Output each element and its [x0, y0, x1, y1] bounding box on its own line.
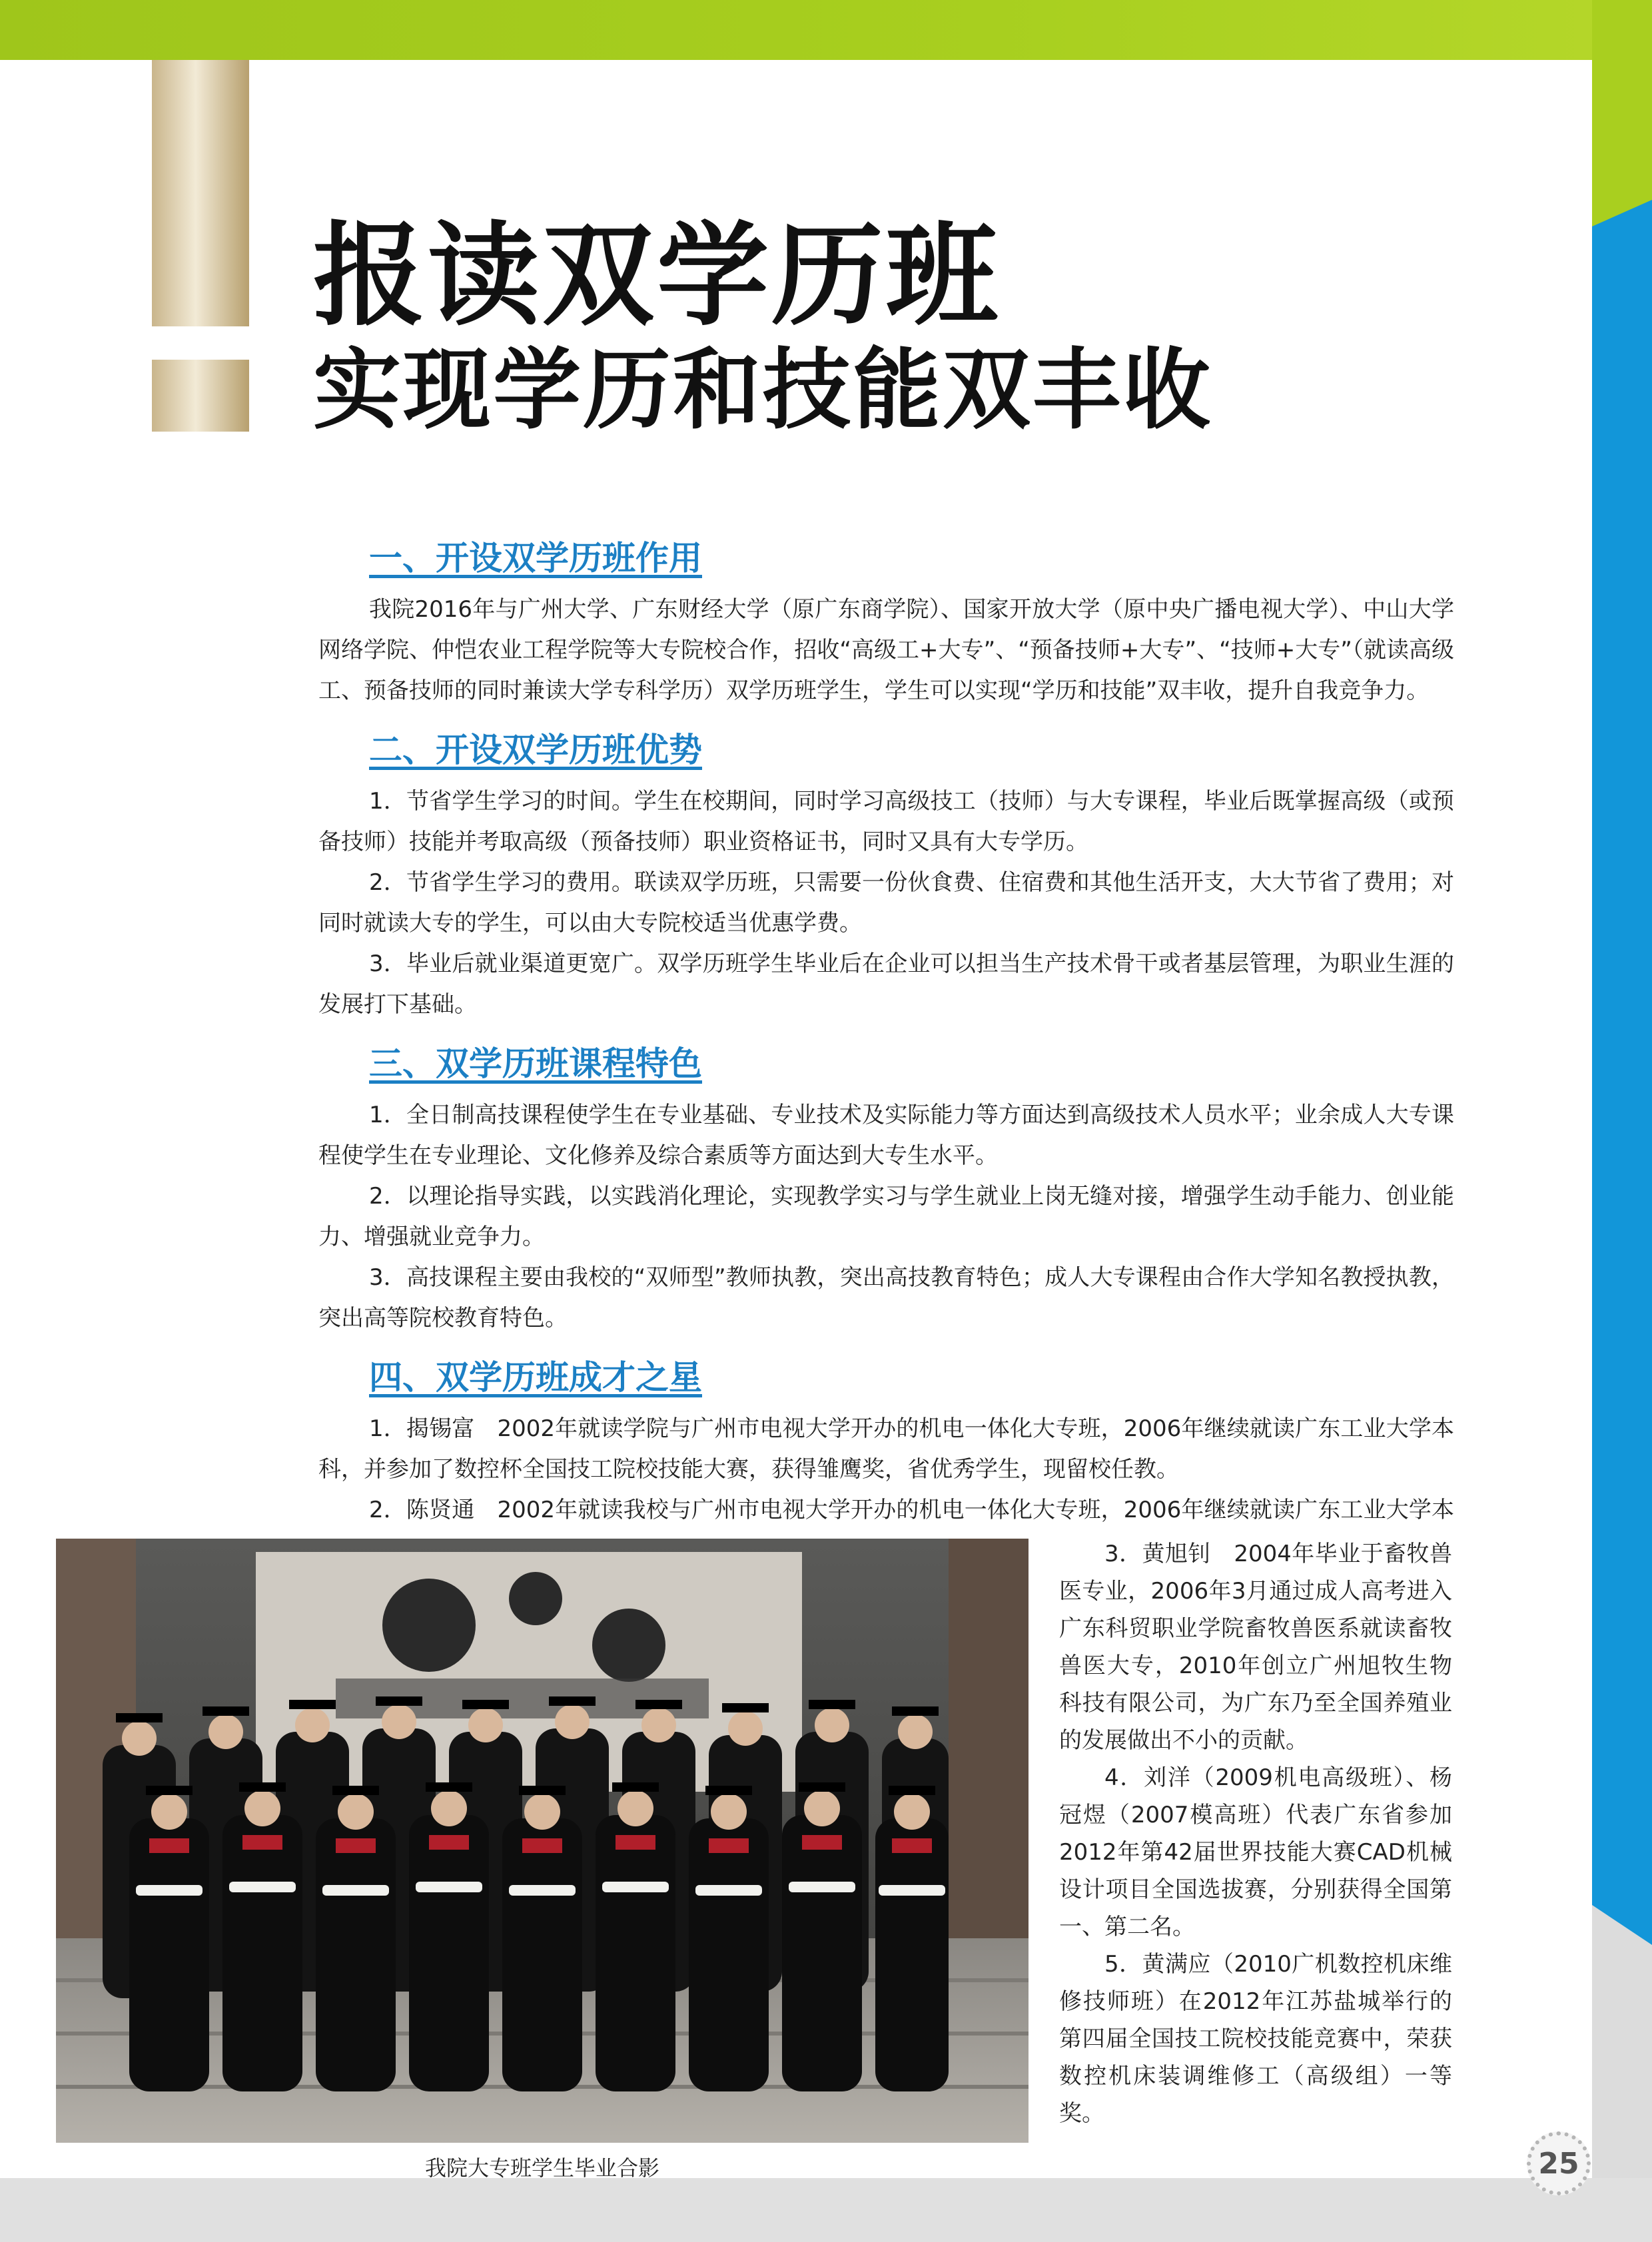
photo-caption: 我院大专班学生毕业合影 — [424, 2155, 659, 2181]
section-paragraph: 3．高技课程主要由我校的“双师型”教师执教，突出高技教育特色；成人大专课程由合作大学知名教授执教，突出高等院校教育特色。 — [318, 1264, 1454, 1331]
right-grey-band — [1592, 1905, 1652, 2185]
side-paragraph: 4．刘洋（2009机电高级班）、杨冠煜（2007模高班）代表广东省参加2012年第42届世界技能大赛CAD机械设计项目全国选拔赛，分别获得全国第一、第二名。 — [1059, 1764, 1452, 1940]
page-number: 25 — [1527, 2131, 1591, 2195]
graduation-group-photo-icon — [56, 1539, 1029, 2143]
page-title: 报读双学历班 — [313, 210, 1001, 341]
gold-accent-bar — [152, 60, 249, 326]
section-1 — [318, 537, 1454, 711]
gold-accent-dot — [152, 360, 249, 432]
section-heading: 二、开设双学历班优势 — [369, 731, 702, 769]
right-blue-band — [1592, 200, 1652, 1998]
graduation-photo — [56, 1539, 1029, 2143]
section-paragraph: 2．以理论指导实践，以实践消化理论，实现教学实习与学生就业上岗无缝对接，增强学生动手能力、创业能力、增强就业竞争力。 — [318, 1183, 1454, 1250]
section-paragraph: 我院2016年与广州大学、广东财经大学（原广东商学院）、国家开放大学（原中央广播电视大学）、中山大学网络学院、仲恺农业工程学院等大专院校合作，招收“高级工+大专”、“预备技师+大专”、“技师+大专”（就读高级工、预备技师的同时兼读大学专科学历）双学历班学生，学生可以实现“学历和技能”双丰收，提升自我竞争力。 — [318, 596, 1454, 704]
section-paragraph: 1．节省学生学习的时间。学生在校期间，同时学习高级技工（技师）与大专课程，毕业后既掌握高级（或预备技师）技能并考取高级（预备技师）职业资格证书，同时又具有大专学历。 — [318, 788, 1454, 855]
bottom-grey-band — [0, 2178, 1652, 2242]
main-content — [318, 520, 1454, 1571]
side-paragraph: 5．黄满应（2010广机数控机床维修技师班）在2012年江苏盐城举行的第四届全国技工院校技能竞赛中，荣获数控机床装调维修工（高级组）一等奖。 — [1059, 1951, 1452, 2127]
section-2 — [318, 729, 1454, 1025]
side-paragraph: 3．黄旭钊 2004年毕业于畜牧兽医专业，2006年3月通过成人高考进入广东科贸职业学院畜牧兽医系就读畜牧兽医大专，2010年创立广州旭牧生物科技有限公司，为广东乃至全国养殖业的发展做出不小的贡献。 — [1059, 1541, 1452, 1754]
top-green-band — [0, 0, 1652, 60]
section-heading: 三、双学历班课程特色 — [369, 1044, 702, 1083]
page-subtitle: 实现学历和技能双丰收 — [313, 339, 1212, 442]
section-paragraph: 2．节省学生学习的费用。联读双学历班，只需要一份伙食费、住宿费和其他生活开支，大大节省了费用；对同时就读大专的学生，可以由大专院校适当优惠学费。 — [318, 869, 1454, 936]
section-paragraph: 1．全日制高技课程使学生在专业基础、专业技术及实际能力等方面达到高级技术人员水平；业余成人大专课程使学生在专业理论、文化修养及综合素质等方面达到大专生水平。 — [318, 1102, 1454, 1169]
section-heading: 四、双学历班成才之星 — [369, 1358, 702, 1397]
section-paragraph: 3．毕业后就业渠道更宽广。双学历班学生毕业后在企业可以担当生产技术骨干或者基层管理，为职业生涯的发展打下基础。 — [318, 950, 1454, 1018]
section-3 — [318, 1042, 1454, 1339]
section-heading: 一、开设双学历班作用 — [369, 539, 702, 577]
side-column — [1059, 1535, 1452, 2132]
section-paragraph: 2．陈贤通 2002年就读我校与广州市电视大学开办的机电一体化大专班，2006年继续就读广东工业大学本 — [369, 1497, 1454, 1523]
section-paragraph: 1．揭锡富 2002年就读学院与广州市电视大学开办的机电一体化大专班，2006年继续就读广东工业大学本科，并参加了数控杯全国技工院校技能大赛，获得雏鹰奖，省优秀学生，现留校任教。 — [318, 1415, 1454, 1483]
